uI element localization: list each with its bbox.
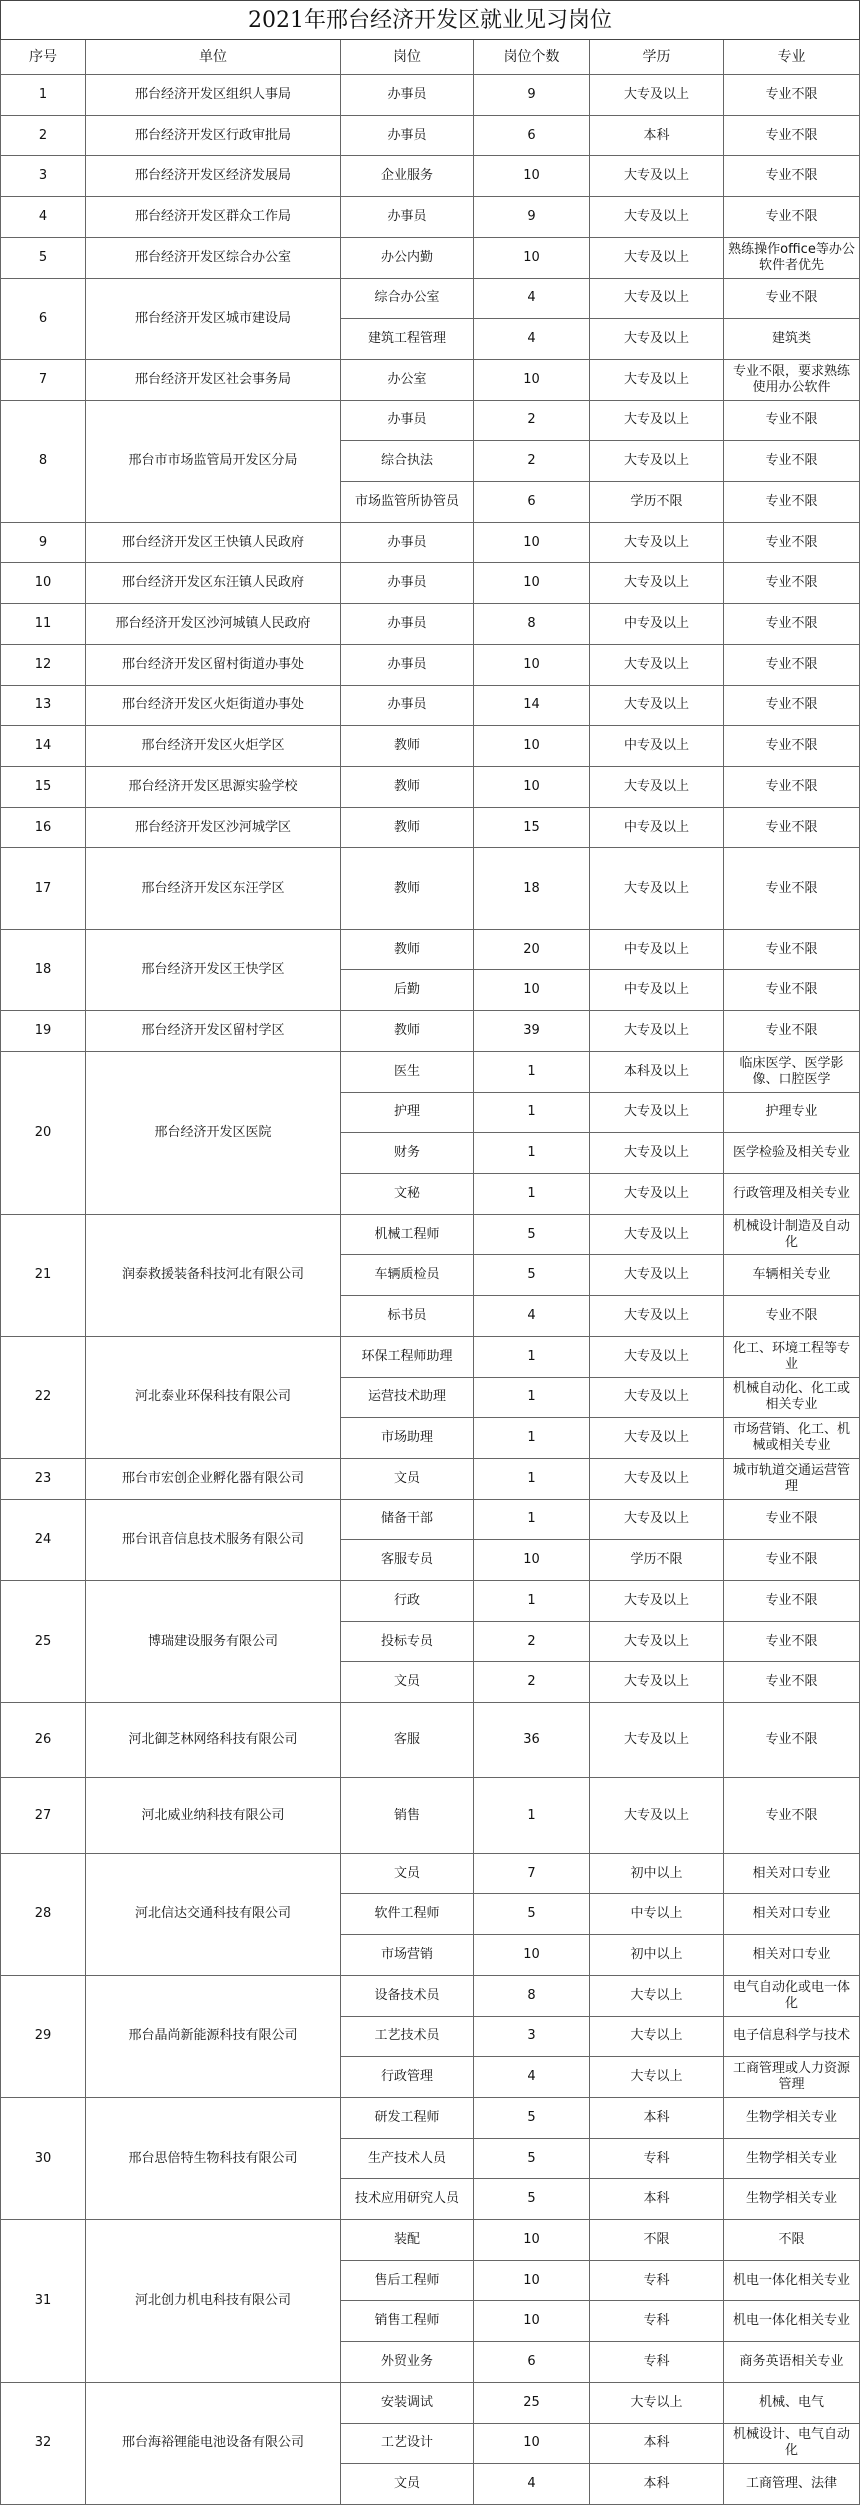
unit-cell: 邢台市宏创企业孵化器有限公司 [86, 1459, 341, 1500]
major-cell: 电子信息科学与技术 [724, 2017, 860, 2058]
post-cell: 车辆质检员 [341, 1255, 474, 1296]
post-cell: 护理 [341, 1093, 474, 1134]
count-cell: 10 [474, 645, 590, 686]
index-cell: 11 [0, 604, 86, 645]
post-cell: 市场监管所协管员 [341, 482, 474, 523]
major-cell: 生物学相关专业 [724, 2098, 860, 2139]
post-cell: 建筑工程管理 [341, 319, 474, 360]
unit-cell: 邢台经济开发区东汪学区 [86, 848, 341, 929]
major-cell: 专业不限 [724, 808, 860, 849]
education-cell: 大专及以上 [590, 1255, 724, 1296]
count-cell: 18 [474, 848, 590, 929]
post-cell: 生产技术人员 [341, 2139, 474, 2180]
count-cell: 5 [474, 1255, 590, 1296]
index-cell: 14 [0, 726, 86, 767]
count-cell: 1 [474, 1500, 590, 1541]
count-cell: 4 [474, 2057, 590, 2098]
index-cell: 22 [0, 1337, 86, 1459]
education-cell: 专科 [590, 2301, 724, 2342]
post-cell: 客服 [341, 1703, 474, 1778]
post-cell: 教师 [341, 808, 474, 849]
index-cell: 26 [0, 1703, 86, 1778]
major-cell: 机械设计、电气自动化 [724, 2424, 860, 2465]
major-cell: 专业不限 [724, 1662, 860, 1703]
unit-cell: 河北信达交通科技有限公司 [86, 1854, 341, 1976]
major-cell: 不限 [724, 2220, 860, 2261]
index-cell: 4 [0, 197, 86, 238]
unit-cell: 邢台经济开发区群众工作局 [86, 197, 341, 238]
major-cell: 专业不限 [724, 197, 860, 238]
major-cell: 行政管理及相关专业 [724, 1174, 860, 1215]
major-cell: 专业不限 [724, 401, 860, 442]
count-cell: 10 [474, 2424, 590, 2465]
count-cell: 2 [474, 441, 590, 482]
unit-cell: 河北创力机电科技有限公司 [86, 2220, 341, 2383]
unit-cell: 邢台经济开发区沙河城镇人民政府 [86, 604, 341, 645]
post-cell: 办事员 [341, 563, 474, 604]
post-cell: 销售工程师 [341, 2301, 474, 2342]
index-cell: 31 [0, 2220, 86, 2383]
major-cell: 专业不限 [724, 523, 860, 564]
post-cell: 办事员 [341, 116, 474, 157]
count-cell: 3 [474, 2017, 590, 2058]
post-cell: 综合执法 [341, 441, 474, 482]
education-cell: 大专及以上 [590, 1703, 724, 1778]
unit-cell: 邢台经济开发区综合办公室 [86, 238, 341, 279]
education-cell: 大专及以上 [590, 1296, 724, 1337]
education-cell: 大专以上 [590, 1976, 724, 2017]
index-cell: 32 [0, 2383, 86, 2505]
post-cell: 工艺设计 [341, 2424, 474, 2465]
major-cell: 专业不限 [724, 1500, 860, 1541]
major-cell: 相关对口专业 [724, 1854, 860, 1895]
major-cell: 专业不限 [724, 1296, 860, 1337]
education-cell: 本科 [590, 2424, 724, 2465]
education-cell: 大专及以上 [590, 319, 724, 360]
header-unit: 单位 [86, 40, 341, 75]
major-cell: 专业不限 [724, 970, 860, 1011]
count-cell: 36 [474, 1703, 590, 1778]
index-cell: 3 [0, 156, 86, 197]
count-cell: 2 [474, 1662, 590, 1703]
education-cell: 大专及以上 [590, 441, 724, 482]
count-cell: 1 [474, 1459, 590, 1500]
post-cell: 市场助理 [341, 1418, 474, 1459]
index-cell: 6 [0, 279, 86, 360]
major-cell: 机械自动化、化工或相关专业 [724, 1378, 860, 1419]
major-cell: 机械、电气 [724, 2383, 860, 2424]
unit-cell: 邢台经济开发区王快学区 [86, 930, 341, 1011]
count-cell: 7 [474, 1854, 590, 1895]
education-cell: 本科 [590, 2464, 724, 2505]
major-cell: 专业不限 [724, 482, 860, 523]
education-cell: 本科 [590, 116, 724, 157]
major-cell: 工商管理、法律 [724, 2464, 860, 2505]
post-cell: 市场营销 [341, 1935, 474, 1976]
unit-cell: 邢台思倍特生物科技有限公司 [86, 2098, 341, 2220]
major-cell: 生物学相关专业 [724, 2179, 860, 2220]
education-cell: 本科 [590, 2179, 724, 2220]
major-cell: 商务英语相关专业 [724, 2342, 860, 2383]
count-cell: 25 [474, 2383, 590, 2424]
education-cell: 大专及以上 [590, 1174, 724, 1215]
count-cell: 9 [474, 75, 590, 116]
post-cell: 办事员 [341, 401, 474, 442]
index-cell: 28 [0, 1854, 86, 1976]
education-cell: 大专及以上 [590, 1418, 724, 1459]
index-cell: 8 [0, 401, 86, 523]
post-cell: 文员 [341, 2464, 474, 2505]
page-title: 2021年邢台经济开发区就业见习岗位 [0, 0, 860, 40]
major-cell: 专业不限 [724, 1581, 860, 1622]
index-cell: 24 [0, 1500, 86, 1581]
major-cell: 城市轨道交通运营管理 [724, 1459, 860, 1500]
count-cell: 10 [474, 2301, 590, 2342]
count-cell: 10 [474, 2220, 590, 2261]
header-major: 专业 [724, 40, 860, 75]
index-cell: 23 [0, 1459, 86, 1500]
post-cell: 设备技术员 [341, 1976, 474, 2017]
count-cell: 9 [474, 197, 590, 238]
post-cell: 教师 [341, 930, 474, 971]
major-cell: 专业不限 [724, 156, 860, 197]
post-cell: 办事员 [341, 645, 474, 686]
post-cell: 后勤 [341, 970, 474, 1011]
unit-cell: 河北威业纳科技有限公司 [86, 1778, 341, 1853]
education-cell: 大专及以上 [590, 1500, 724, 1541]
count-cell: 1 [474, 1174, 590, 1215]
post-cell: 外贸业务 [341, 2342, 474, 2383]
count-cell: 5 [474, 1215, 590, 1256]
index-cell: 18 [0, 930, 86, 1011]
major-cell: 专业不限 [724, 279, 860, 320]
education-cell: 中专及以上 [590, 604, 724, 645]
post-cell: 文秘 [341, 1174, 474, 1215]
education-cell: 大专及以上 [590, 197, 724, 238]
education-cell: 大专及以上 [590, 360, 724, 401]
major-cell: 专业不限 [724, 645, 860, 686]
major-cell: 专业不限 [724, 563, 860, 604]
header-post: 岗位 [341, 40, 474, 75]
education-cell: 大专及以上 [590, 1337, 724, 1378]
major-cell: 工商管理或人力资源管理 [724, 2057, 860, 2098]
post-cell: 投标专员 [341, 1622, 474, 1663]
post-cell: 文员 [341, 1459, 474, 1500]
education-cell: 大专及以上 [590, 563, 724, 604]
major-cell: 专业不限 [724, 604, 860, 645]
count-cell: 1 [474, 1337, 590, 1378]
post-cell: 研发工程师 [341, 2098, 474, 2139]
major-cell: 专业不限 [724, 848, 860, 929]
post-cell: 环保工程师助理 [341, 1337, 474, 1378]
major-cell: 化工、环境工程等专业 [724, 1337, 860, 1378]
education-cell: 专科 [590, 2139, 724, 2180]
unit-cell: 邢台经济开发区沙河城学区 [86, 808, 341, 849]
count-cell: 1 [474, 1778, 590, 1853]
count-cell: 1 [474, 1581, 590, 1622]
education-cell: 专科 [590, 2261, 724, 2302]
count-cell: 10 [474, 1540, 590, 1581]
education-cell: 大专及以上 [590, 238, 724, 279]
post-cell: 行政 [341, 1581, 474, 1622]
education-cell: 大专及以上 [590, 1011, 724, 1052]
education-cell: 大专及以上 [590, 156, 724, 197]
index-cell: 25 [0, 1581, 86, 1703]
education-cell: 本科及以上 [590, 1052, 724, 1093]
post-cell: 标书员 [341, 1296, 474, 1337]
unit-cell: 邢台晶尚新能源科技有限公司 [86, 1976, 341, 2098]
education-cell: 初中以上 [590, 1854, 724, 1895]
unit-cell: 邢台经济开发区王快镇人民政府 [86, 523, 341, 564]
count-cell: 5 [474, 1894, 590, 1935]
unit-cell: 邢台经济开发区留村街道办事处 [86, 645, 341, 686]
unit-cell: 邢台市市场监管局开发区分局 [86, 401, 341, 523]
count-cell: 8 [474, 1976, 590, 2017]
education-cell: 大专及以上 [590, 75, 724, 116]
major-cell: 建筑类 [724, 319, 860, 360]
major-cell: 机电一体化相关专业 [724, 2261, 860, 2302]
count-cell: 10 [474, 970, 590, 1011]
unit-cell: 邢台海裕锂能电池设备有限公司 [86, 2383, 341, 2505]
post-cell: 企业服务 [341, 156, 474, 197]
education-cell: 初中以上 [590, 1935, 724, 1976]
education-cell: 大专及以上 [590, 279, 724, 320]
post-cell: 运营技术助理 [341, 1378, 474, 1419]
index-cell: 10 [0, 563, 86, 604]
count-cell: 10 [474, 360, 590, 401]
education-cell: 大专及以上 [590, 645, 724, 686]
education-cell: 大专及以上 [590, 1581, 724, 1622]
major-cell: 临床医学、医学影像、口腔医学 [724, 1052, 860, 1093]
index-cell: 29 [0, 1976, 86, 2098]
index-cell: 15 [0, 767, 86, 808]
unit-cell: 邢台经济开发区思源实验学校 [86, 767, 341, 808]
count-cell: 10 [474, 1935, 590, 1976]
major-cell: 专业不限 [724, 441, 860, 482]
unit-cell: 博瑞建设服务有限公司 [86, 1581, 341, 1703]
count-cell: 5 [474, 2098, 590, 2139]
major-cell: 车辆相关专业 [724, 1255, 860, 1296]
unit-cell: 邢台经济开发区行政审批局 [86, 116, 341, 157]
post-cell: 综合办公室 [341, 279, 474, 320]
count-cell: 5 [474, 2179, 590, 2220]
education-cell: 学历不限 [590, 482, 724, 523]
unit-cell: 邢台经济开发区留村学区 [86, 1011, 341, 1052]
unit-cell: 邢台经济开发区东汪镇人民政府 [86, 563, 341, 604]
count-cell: 10 [474, 238, 590, 279]
post-cell: 工艺技术员 [341, 2017, 474, 2058]
count-cell: 6 [474, 2342, 590, 2383]
major-cell: 市场营销、化工、机械或相关专业 [724, 1418, 860, 1459]
education-cell: 大专及以上 [590, 1662, 724, 1703]
count-cell: 8 [474, 604, 590, 645]
major-cell: 专业不限，要求熟练使用办公软件 [724, 360, 860, 401]
education-cell: 大专及以上 [590, 1133, 724, 1174]
major-cell: 专业不限 [724, 1778, 860, 1853]
education-cell: 中专及以上 [590, 808, 724, 849]
major-cell: 电气自动化或电一体化 [724, 1976, 860, 2017]
index-cell: 27 [0, 1778, 86, 1853]
count-cell: 10 [474, 563, 590, 604]
unit-cell: 河北泰业环保科技有限公司 [86, 1337, 341, 1459]
unit-cell: 邢台经济开发区经济发展局 [86, 156, 341, 197]
count-cell: 4 [474, 2464, 590, 2505]
count-cell: 5 [474, 2139, 590, 2180]
post-cell: 客服专员 [341, 1540, 474, 1581]
post-cell: 教师 [341, 767, 474, 808]
count-cell: 4 [474, 1296, 590, 1337]
index-cell: 16 [0, 808, 86, 849]
count-cell: 14 [474, 686, 590, 727]
major-cell: 护理专业 [724, 1093, 860, 1134]
count-cell: 2 [474, 401, 590, 442]
count-cell: 2 [474, 1622, 590, 1663]
unit-cell: 邢台经济开发区社会事务局 [86, 360, 341, 401]
index-cell: 12 [0, 645, 86, 686]
count-cell: 1 [474, 1052, 590, 1093]
education-cell: 大专以上 [590, 2017, 724, 2058]
post-cell: 销售 [341, 1778, 474, 1853]
major-cell: 相关对口专业 [724, 1935, 860, 1976]
count-cell: 6 [474, 116, 590, 157]
post-cell: 机械工程师 [341, 1215, 474, 1256]
header-education: 学历 [590, 40, 724, 75]
index-cell: 13 [0, 686, 86, 727]
major-cell: 专业不限 [724, 116, 860, 157]
major-cell: 专业不限 [724, 1540, 860, 1581]
header-count: 岗位个数 [474, 40, 590, 75]
count-cell: 10 [474, 523, 590, 564]
post-cell: 教师 [341, 726, 474, 767]
count-cell: 10 [474, 767, 590, 808]
major-cell: 专业不限 [724, 75, 860, 116]
index-cell: 7 [0, 360, 86, 401]
unit-cell: 邢台经济开发区城市建设局 [86, 279, 341, 360]
unit-cell: 邢台经济开发区火炬街道办事处 [86, 686, 341, 727]
index-cell: 17 [0, 848, 86, 929]
count-cell: 39 [474, 1011, 590, 1052]
major-cell: 生物学相关专业 [724, 2139, 860, 2180]
post-cell: 办事员 [341, 75, 474, 116]
post-cell: 办事员 [341, 197, 474, 238]
education-cell: 不限 [590, 2220, 724, 2261]
education-cell: 大专及以上 [590, 1093, 724, 1134]
major-cell: 机械设计制造及自动化 [724, 1215, 860, 1256]
education-cell: 大专及以上 [590, 401, 724, 442]
education-cell: 中专及以上 [590, 930, 724, 971]
count-cell: 1 [474, 1418, 590, 1459]
major-cell: 专业不限 [724, 930, 860, 971]
education-cell: 本科 [590, 2098, 724, 2139]
major-cell: 医学检验及相关专业 [724, 1133, 860, 1174]
count-cell: 6 [474, 482, 590, 523]
education-cell: 大专及以上 [590, 1778, 724, 1853]
count-cell: 10 [474, 156, 590, 197]
education-cell: 中专以上 [590, 1894, 724, 1935]
major-cell: 机电一体化相关专业 [724, 2301, 860, 2342]
education-cell: 中专及以上 [590, 970, 724, 1011]
post-cell: 文员 [341, 1662, 474, 1703]
post-cell: 售后工程师 [341, 2261, 474, 2302]
unit-cell: 润泰救援装备科技河北有限公司 [86, 1215, 341, 1337]
major-cell: 专业不限 [724, 726, 860, 767]
post-cell: 教师 [341, 1011, 474, 1052]
education-cell: 大专以上 [590, 2057, 724, 2098]
major-cell: 熟练操作office等办公软件者优先 [724, 238, 860, 279]
count-cell: 1 [474, 1378, 590, 1419]
index-cell: 2 [0, 116, 86, 157]
post-cell: 办事员 [341, 686, 474, 727]
education-cell: 大专及以上 [590, 848, 724, 929]
unit-cell: 邢台经济开发区组织人事局 [86, 75, 341, 116]
count-cell: 4 [474, 279, 590, 320]
post-cell: 安装调试 [341, 2383, 474, 2424]
post-cell: 办事员 [341, 604, 474, 645]
post-cell: 办公内勤 [341, 238, 474, 279]
unit-cell: 邢台讯音信息技术服务有限公司 [86, 1500, 341, 1581]
index-cell: 20 [0, 1052, 86, 1215]
education-cell: 大专及以上 [590, 1622, 724, 1663]
education-cell: 大专及以上 [590, 1459, 724, 1500]
post-cell: 办公室 [341, 360, 474, 401]
index-cell: 1 [0, 75, 86, 116]
count-cell: 10 [474, 2261, 590, 2302]
post-cell: 技术应用研究人员 [341, 2179, 474, 2220]
post-cell: 办事员 [341, 523, 474, 564]
count-cell: 10 [474, 726, 590, 767]
major-cell: 专业不限 [724, 1703, 860, 1778]
education-cell: 大专及以上 [590, 1378, 724, 1419]
major-cell: 专业不限 [724, 1622, 860, 1663]
education-cell: 大专以上 [590, 2383, 724, 2424]
major-cell: 专业不限 [724, 686, 860, 727]
count-cell: 20 [474, 930, 590, 971]
major-cell: 专业不限 [724, 767, 860, 808]
post-cell: 医生 [341, 1052, 474, 1093]
index-cell: 19 [0, 1011, 86, 1052]
post-cell: 教师 [341, 848, 474, 929]
major-cell: 专业不限 [724, 1011, 860, 1052]
unit-cell: 邢台经济开发区医院 [86, 1052, 341, 1215]
count-cell: 4 [474, 319, 590, 360]
education-cell: 大专及以上 [590, 523, 724, 564]
unit-cell: 邢台经济开发区火炬学区 [86, 726, 341, 767]
index-cell: 9 [0, 523, 86, 564]
post-cell: 储备干部 [341, 1500, 474, 1541]
post-cell: 文员 [341, 1854, 474, 1895]
unit-cell: 河北御芝林网络科技有限公司 [86, 1703, 341, 1778]
education-cell: 中专及以上 [590, 726, 724, 767]
post-cell: 装配 [341, 2220, 474, 2261]
index-cell: 21 [0, 1215, 86, 1337]
count-cell: 15 [474, 808, 590, 849]
count-cell: 1 [474, 1133, 590, 1174]
education-cell: 大专及以上 [590, 1215, 724, 1256]
education-cell: 大专及以上 [590, 686, 724, 727]
index-cell: 30 [0, 2098, 86, 2220]
education-cell: 学历不限 [590, 1540, 724, 1581]
education-cell: 大专及以上 [590, 767, 724, 808]
post-cell: 行政管理 [341, 2057, 474, 2098]
post-cell: 软件工程师 [341, 1894, 474, 1935]
post-cell: 财务 [341, 1133, 474, 1174]
header-index: 序号 [0, 40, 86, 75]
index-cell: 5 [0, 238, 86, 279]
education-cell: 专科 [590, 2342, 724, 2383]
major-cell: 相关对口专业 [724, 1894, 860, 1935]
count-cell: 1 [474, 1093, 590, 1134]
